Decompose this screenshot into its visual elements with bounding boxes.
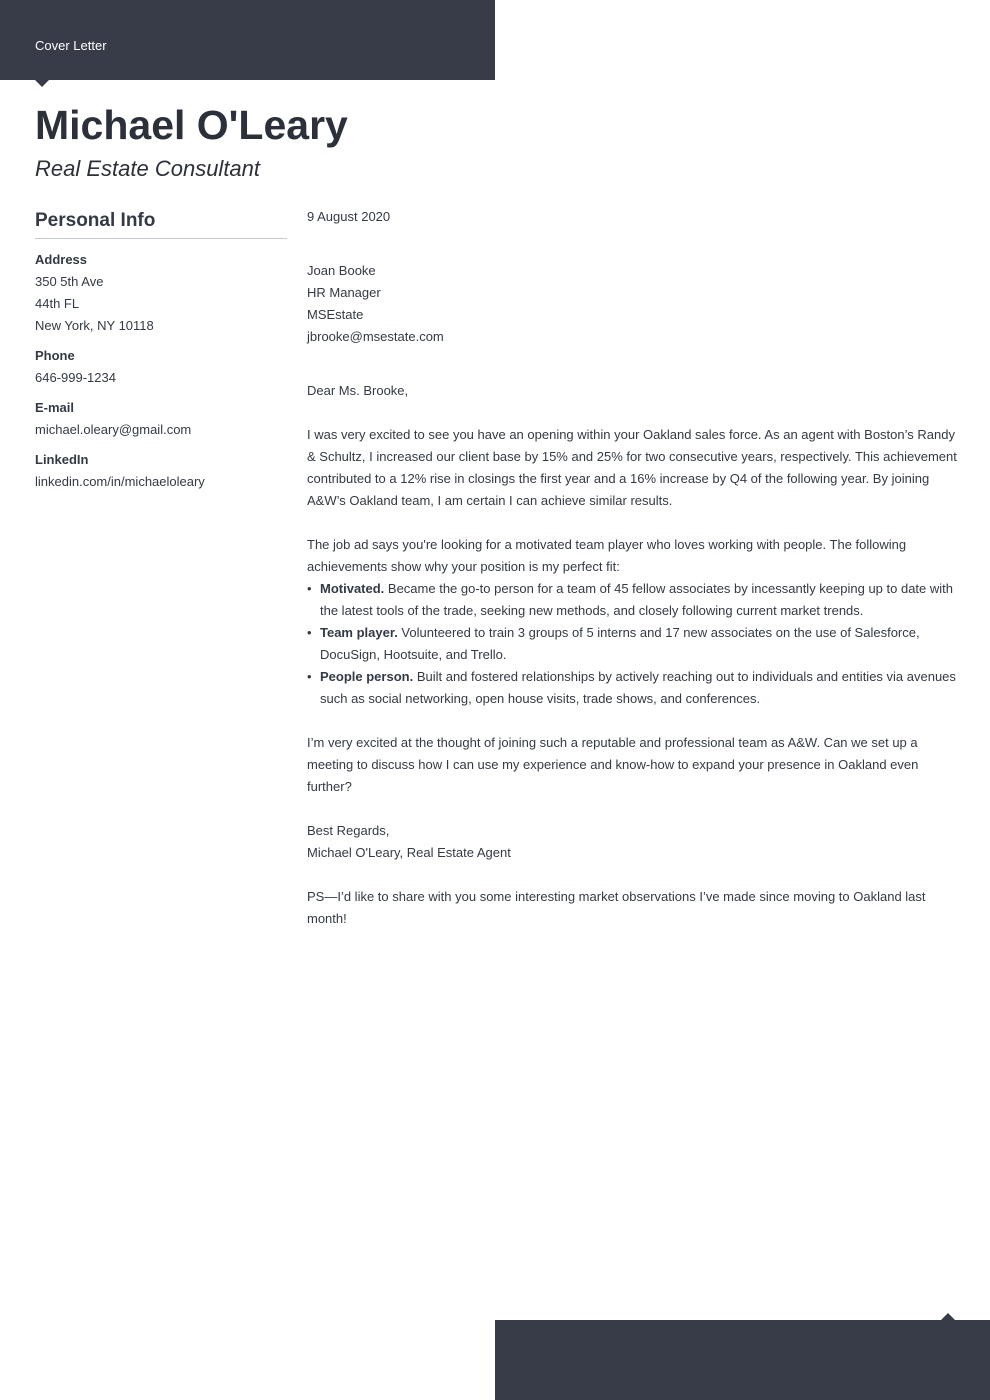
email-block: [35, 397, 287, 441]
letter-date: 9 August 2020: [307, 209, 391, 224]
linkedin-block: [35, 449, 287, 493]
address-block: [35, 249, 287, 337]
paragraph-intro: I was very excited to see you have an opening within your Oakland sales force. As an agent with Boston’s Randy & Schultz, I increased our client base by 15% and 25% for two consecutive years, respectively. This achievement contributed to a 12% rise in closings the first year and a 16% increase by Q4 of the following year. By joining A&W’s Oakland team, I am certain I can achieve similar results.: [307, 427, 957, 508]
paragraph-closing: I’m very excited at the thought of joining such a reputable and professional team as A&W. Can we set up a meeting to discuss how I can use my experience and know-how to expand your presence in Oakland even further?: [307, 735, 919, 794]
applicant-name: Michael O'Leary: [35, 102, 348, 148]
postscript: PS—I’d like to share with you some interesting market observations I’ve made since moving to Oakland last month!: [307, 889, 926, 926]
list-item: [307, 666, 958, 710]
bullet-heading: Motivated.: [320, 581, 385, 596]
recipient-line: MSEstate: [307, 307, 364, 322]
paragraph-fit: The job ad says you're looking for a motivated team player who loves working with people. The following achievements show why your position is my perfect fit:: [307, 537, 907, 574]
address-line: New York, NY 10118: [35, 318, 154, 333]
address-label: Address: [35, 252, 88, 267]
email-value: michael.oleary@gmail.com: [35, 422, 192, 437]
letter-body: [307, 206, 958, 930]
linkedin-label: LinkedIn: [35, 452, 89, 467]
email-label: E-mail: [35, 400, 75, 415]
recipient-block: [307, 260, 958, 348]
recipient-line: HR Manager: [307, 285, 381, 300]
salutation: Dear Ms. Brooke,: [307, 383, 409, 398]
footer-notch-decoration: [941, 1313, 955, 1320]
list-item: [307, 622, 958, 666]
achievements-list: [307, 578, 958, 710]
phone-block: [35, 345, 287, 389]
address-line: 350 5th Ave: [35, 274, 104, 289]
phone-value: 646-999-1234: [35, 370, 116, 385]
bullet-heading: Team player.: [320, 625, 398, 640]
bullet-heading: People person.: [320, 669, 414, 684]
recipient-line: Joan Booke: [307, 263, 376, 278]
header-banner: [0, 0, 495, 80]
address-line: 44th FL: [35, 296, 80, 311]
applicant-title: Real Estate Consultant: [35, 156, 261, 181]
signature: Michael O'Leary, Real Estate Agent: [307, 845, 511, 860]
bullet-text: Became the go-to person for a team of 45 fellow associates by incessantly keeping up to date with the latest tools of the trade, seeking new methods, and closely following current market trends.: [320, 581, 954, 618]
recipient-line: jbrooke@msestate.com: [307, 329, 444, 344]
bullet-text: Built and fostered relationships by actively reaching out to individuals and entities via avenues such as social networking, open house visits, trade shows, and conferences.: [320, 669, 956, 706]
linkedin-value: linkedin.com/in/michaeloleary: [35, 474, 205, 489]
personal-info-sidebar: [35, 209, 287, 493]
footer-banner: [495, 1320, 990, 1400]
document-type-label: Cover Letter: [35, 38, 107, 53]
list-item: [307, 578, 958, 622]
header-notch-decoration: [35, 80, 49, 87]
phone-label: Phone: [35, 348, 75, 363]
closing-phrase: Best Regards,: [307, 823, 390, 838]
personal-info-heading: Personal Info: [35, 209, 287, 239]
bullet-text: Volunteered to train 3 groups of 5 interns and 17 new associates on the use of Salesforce, DocuSign, Hootsuite, and Trello.: [320, 625, 920, 662]
